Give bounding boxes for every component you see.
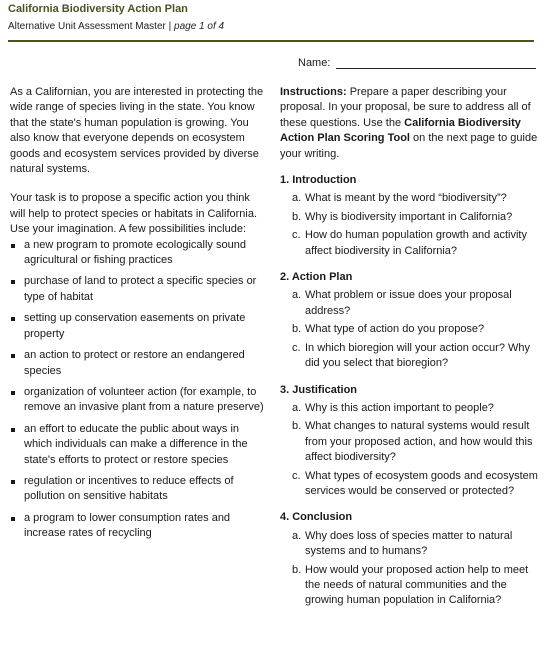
page-number: page 1 of 4 bbox=[174, 21, 225, 32]
header-rule bbox=[8, 40, 534, 42]
document-header bbox=[8, 3, 534, 33]
document-subtitle bbox=[8, 20, 534, 33]
bullet-icon bbox=[11, 244, 15, 248]
list-item: purchase of land to protect a specific species or type of habitat bbox=[10, 274, 268, 305]
name-field bbox=[298, 57, 536, 69]
bullet-icon bbox=[11, 317, 15, 321]
section-conclusion bbox=[280, 510, 540, 608]
instructions-label: Instructions: bbox=[280, 86, 347, 98]
question-item: c. How do human population growth and activity affect biodiversity in California? bbox=[292, 229, 527, 257]
section-justification bbox=[280, 383, 540, 500]
name-label: Name: bbox=[298, 57, 331, 69]
question-item: b. How would your proposed action help to meet the needs of natural communities and the growing human population in California? bbox=[292, 563, 529, 607]
question-item: b. What type of action do you propose? bbox=[292, 323, 485, 336]
list-item: organization of volunteer action (for example, to remove an invasive plant from a nature preserve) bbox=[10, 385, 268, 416]
list-item: setting up conservation easements on private property bbox=[10, 311, 268, 342]
bullet-icon bbox=[11, 354, 15, 358]
scoring-tool-name: California Biodiversity Action Plan Scoring Tool bbox=[280, 116, 521, 145]
list-item: a program to lower consumption rates and increase rates of recycling bbox=[10, 511, 268, 542]
list-item: an action to protect or restore an endangered species bbox=[10, 348, 268, 379]
question-item: c. In which bioregion will your action occur? Why did you select that bioregion? bbox=[292, 341, 530, 370]
right-column bbox=[280, 85, 540, 609]
unit-label: Alternative Unit Assessment Master bbox=[8, 21, 166, 32]
possibilities-list bbox=[10, 238, 268, 542]
bullet-icon bbox=[11, 280, 15, 284]
left-column bbox=[10, 85, 268, 542]
question-item: a. Why is this action important to people? bbox=[292, 401, 494, 414]
name-blank-line bbox=[336, 57, 536, 69]
question-item: a. Why does loss of species matter to natural systems and to humans? bbox=[292, 529, 513, 558]
bullet-icon bbox=[11, 480, 15, 484]
list-item: regulation or incentives to reduce effects of pollution on sensitive habitats bbox=[10, 474, 268, 505]
list-item: a new program to promote ecologically sound agricultural or fishing practices bbox=[10, 238, 268, 269]
bullet-icon bbox=[11, 428, 15, 432]
bullet-icon bbox=[11, 517, 15, 521]
section-heading: 2. Action Plan bbox=[280, 271, 353, 284]
question-item: b. Why is biodiversity important in California? bbox=[292, 210, 513, 223]
task-paragraph: Your task is to propose a specific action you think will help to protect species or habitats in California. Use your imagination. A few possibilities include: bbox=[10, 192, 258, 236]
question-item: b. What changes to natural systems would result from your proposed action, and how would this affect biodiversity? bbox=[292, 420, 533, 464]
intro-paragraph: As a Californian, you are interested in protecting the wide range of species living in the state. You know that the state's human population is growing. You also know that everyone depends on ecosystem goods and ecosystem services provided by diverse natural systems. bbox=[10, 86, 264, 176]
question-item: a. What is meant by the word “biodiversity”? bbox=[292, 192, 507, 205]
section-action-plan bbox=[280, 270, 540, 371]
question-item: c. What types of ecosystem goods and ecosystem services would be conserved or protected? bbox=[292, 469, 538, 497]
section-heading: 4. Conclusion bbox=[280, 511, 353, 524]
bullet-icon bbox=[11, 391, 15, 395]
section-heading: 1. Introduction bbox=[280, 174, 357, 187]
instructions-paragraph: Instructions: Prepare a paper describing your proposal. In your proposal, be sure to address all of these questions. Use the California Biodiversity Action Plan Scoring Tool on the next page to guide your writing. bbox=[280, 86, 538, 160]
section-introduction bbox=[280, 173, 540, 259]
subtitle-separator: | bbox=[168, 21, 172, 32]
section-heading: 3. Justification bbox=[280, 383, 358, 396]
list-item: an effort to educate the public about ways in which individuals can make a difference in the state's efforts to protect or restore species bbox=[10, 422, 268, 468]
question-item: a. What problem or issue does your proposal address? bbox=[292, 289, 512, 317]
document-title: California Biodiversity Action Plan bbox=[8, 3, 188, 15]
